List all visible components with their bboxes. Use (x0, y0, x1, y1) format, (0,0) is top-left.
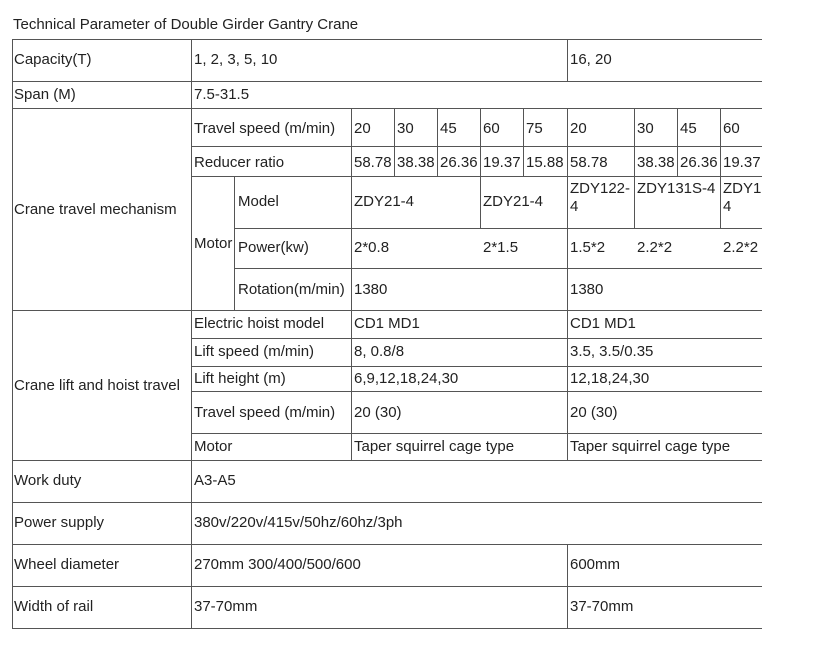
model-label: Model (238, 193, 279, 210)
wheel-left: 270mm 300/400/500/600 (194, 556, 361, 573)
grid-line (12, 81, 762, 82)
rail-label: Width of rail (14, 598, 94, 615)
grid-line (480, 108, 481, 228)
hoist-row-right: Taper squirrel cage type (570, 438, 731, 455)
power-supply-label: Power supply (14, 514, 105, 531)
grid-line (12, 39, 13, 628)
motor-label: Motor (194, 235, 233, 252)
capacity-label: Capacity(T) (14, 51, 92, 68)
grid-line (191, 366, 762, 367)
grid-line (437, 108, 438, 176)
reducer-ratio-cell: 26.36 (440, 154, 478, 171)
grid-line (523, 108, 524, 176)
wheel-label: Wheel diameter (14, 556, 120, 573)
grid-line (234, 268, 762, 269)
reducer-ratio-label: Reducer ratio (194, 154, 285, 171)
capacity-left: 1, 2, 3, 5, 10 (194, 51, 278, 68)
grid-line (677, 108, 678, 176)
rotation-label: Rotation(m/min) (238, 281, 345, 298)
hoist-row-right: 3.5, 3.5/0.35 (570, 343, 654, 360)
grid-line (12, 628, 762, 629)
hoist-row-label: Electric hoist model (194, 315, 325, 332)
grid-line (191, 338, 762, 339)
rotation-right: 1380 (570, 281, 604, 298)
reducer-ratio-cell: 26.36 (680, 154, 718, 171)
hoist-row-left: CD1 MD1 (354, 315, 420, 332)
reducer-ratio-cell: 19.37 (483, 154, 521, 171)
grid-line (567, 39, 568, 81)
reducer-ratio-cell: 15.88 (526, 154, 564, 171)
model-cell: ZDY21-4 (354, 193, 415, 210)
span-label: Span (M) (14, 86, 76, 103)
power-cell: 2*1.5 (483, 239, 519, 256)
grid-line (12, 310, 762, 311)
hoist-row-right: 12,18,24,30 (570, 370, 650, 387)
reducer-ratio-cell: 38.38 (637, 154, 675, 171)
grid-line (12, 39, 762, 40)
grid-line (567, 108, 568, 310)
grid-line (351, 108, 352, 310)
hoist-row-right: 20 (30) (570, 404, 618, 421)
hoist-row-label: Travel speed (m/min) (194, 404, 336, 421)
work-duty-label: Work duty (14, 472, 82, 489)
hoist-row-right: CD1 MD1 (570, 315, 636, 332)
power-cell: 2.2*2 (637, 239, 673, 256)
hoist-row-label: Lift speed (m/min) (194, 343, 315, 360)
grid-line (234, 228, 762, 229)
travel-speed-cell: 75 (526, 120, 543, 137)
hoist-row-left: Taper squirrel cage type (354, 438, 515, 455)
reducer-ratio-cell: 58.78 (354, 154, 392, 171)
travel-speed-cell: 45 (440, 120, 457, 137)
travel-speed-cell: 30 (637, 120, 654, 137)
hoist-label: Crane lift and hoist travel (14, 377, 180, 394)
grid-line (567, 310, 568, 460)
grid-line (191, 176, 762, 177)
travel-speed-cell: 60 (723, 120, 740, 137)
power-cell: 2.2*2 (723, 239, 759, 256)
grid-line (12, 108, 762, 109)
grid-line (191, 39, 192, 628)
grid-line (234, 176, 235, 310)
power-supply-value: 380v/220v/415v/50hz/60hz/3ph (194, 514, 403, 531)
rail-left: 37-70mm (194, 598, 258, 615)
power-cell: 1.5*2 (570, 239, 606, 256)
work-duty-value: A3-A5 (194, 472, 236, 489)
rail-right: 37-70mm (570, 598, 634, 615)
grid-line (634, 108, 635, 228)
model-cell: ZDY122-4 (570, 180, 631, 215)
hoist-row-left: 6,9,12,18,24,30 (354, 370, 459, 387)
grid-line (12, 460, 762, 461)
grid-line (191, 391, 762, 392)
reducer-ratio-cell: 58.78 (570, 154, 608, 171)
travel-speed-cell: 20 (570, 120, 587, 137)
capacity-right: 16, 20 (570, 51, 612, 68)
model-cell: ZDY131S-4 (637, 180, 716, 197)
power-cell: 2*0.8 (354, 239, 390, 256)
grid-line (567, 544, 568, 628)
hoist-row-label: Motor (194, 438, 233, 455)
span-value: 7.5-31.5 (194, 86, 250, 103)
hoist-row-left: 8, 0.8/8 (354, 343, 405, 360)
grid-line (351, 310, 352, 460)
wheel-right: 600mm (570, 556, 621, 573)
model-cell: ZDY1 4 (723, 180, 762, 215)
travel-speed-cell: 45 (680, 120, 697, 137)
travel-speed-cell: 60 (483, 120, 500, 137)
travel-mechanism-label: Crane travel mechanism (14, 201, 177, 218)
grid-line (191, 433, 762, 434)
reducer-ratio-cell: 19.37 (723, 154, 761, 171)
grid-line (12, 586, 762, 587)
travel-speed-label: Travel speed (m/min) (194, 120, 336, 137)
grid-line (12, 544, 762, 545)
power-label: Power(kw) (238, 239, 309, 256)
hoist-row-label: Lift height (m) (194, 370, 286, 387)
grid-line (720, 108, 721, 228)
model-cell: ZDY21-4 (483, 193, 544, 210)
grid-line (12, 502, 762, 503)
grid-line (394, 108, 395, 176)
travel-speed-cell: 30 (397, 120, 414, 137)
hoist-row-left: 20 (30) (354, 404, 402, 421)
travel-speed-cell: 20 (354, 120, 371, 137)
reducer-ratio-cell: 38.38 (397, 154, 435, 171)
rotation-left: 1380 (354, 281, 388, 298)
page-title: Technical Parameter of Double Girder Gantry Crane (13, 16, 359, 33)
